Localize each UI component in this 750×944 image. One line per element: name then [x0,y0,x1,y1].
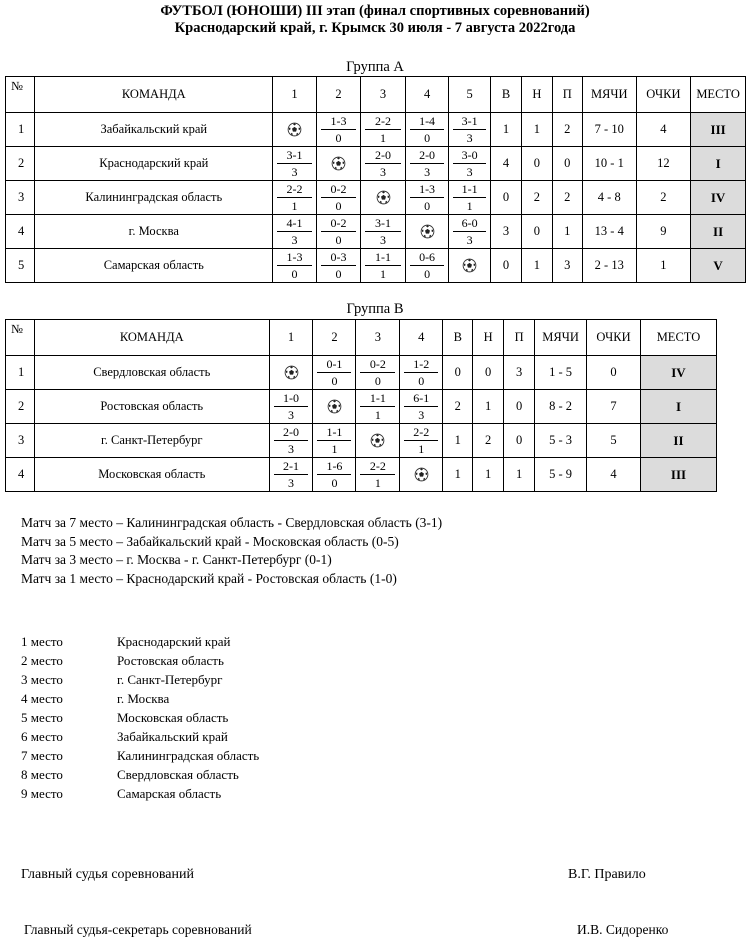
match-cell [405,249,449,283]
match-score: 3-1 [453,113,486,130]
row-number: 3 [6,424,35,458]
standing-row [21,784,259,803]
losses: 0 [504,424,535,458]
place: III [691,113,746,147]
points: 0 [587,356,641,390]
draws: 2 [522,181,552,215]
column-header: 4 [405,77,449,113]
match-cell [400,424,443,458]
chief-judge-label: Главный судья соревнований [21,867,194,882]
table-row [6,181,746,215]
row-number: 1 [6,113,35,147]
losses: 3 [552,249,582,283]
document-subtitle: Краснодарский край, г. Крымск 30 июля - 7 августа 2022года [174,20,576,36]
column-header: Н [473,320,504,356]
match-cell [356,458,400,492]
match-cell [273,181,317,215]
goals: 10 - 1 [582,147,636,181]
place: II [640,424,716,458]
standing-place: 1 место [21,634,63,649]
match-line: Матч за 7 место – Калининградская область - Свердловская область (3-1) [21,515,443,530]
match-cell [316,215,361,249]
standing-row [21,670,259,689]
column-header: КОМАНДА [35,77,273,113]
match-cell [400,458,443,492]
place: V [691,249,746,283]
match-points: 1 [418,442,425,456]
match-score: 3-1 [277,147,312,164]
wins: 3 [490,215,521,249]
row-number: 3 [6,181,35,215]
column-header: В [443,320,473,356]
team-name: г. Москва [35,215,273,249]
wins: 0 [490,249,521,283]
points: 7 [587,390,641,424]
group-a-header-row [6,77,746,113]
match-cell [273,215,317,249]
draws: 2 [473,424,504,458]
points: 4 [636,113,691,147]
match-points: 0 [335,233,342,247]
match-score: 2-2 [404,424,438,441]
match-score: 1-3 [321,113,357,130]
place: II [691,215,746,249]
column-header: 3 [361,77,406,113]
column-header: 4 [400,320,443,356]
standing-team: Свердловская область [117,767,239,782]
match-points: 0 [335,131,342,145]
row-number: 5 [6,249,35,283]
soccer-ball-icon [414,467,429,482]
table-row [6,249,746,283]
match-score: 1-3 [277,249,312,266]
column-header: № [6,320,35,356]
standing-place: 8 место [21,767,63,782]
match-cell [316,249,361,283]
column-header: 3 [356,320,400,356]
match-points: 0 [291,267,298,281]
match-score: 1-1 [453,181,486,198]
match-points: 3 [466,165,473,179]
row-number: 1 [6,356,35,390]
match-score: 6-0 [453,215,486,232]
match-cell [273,249,317,283]
table-row [6,147,746,181]
match-points: 3 [288,476,294,490]
match-points: 3 [288,442,294,456]
secretary-label: Главный судья-секретарь соревнований [24,922,252,937]
column-header: П [552,77,582,113]
standing-place: 7 место [21,748,63,763]
match-points: 0 [335,267,342,281]
soccer-ball-icon [331,156,346,171]
points: 1 [636,249,691,283]
goals: 7 - 10 [582,113,636,147]
match-cell [405,113,449,147]
match-line: Матч за 1 место – Краснодарский край - Ростовская область (1-0) [21,570,397,586]
standing-row [21,746,259,765]
match-score: 2-2 [277,181,312,198]
soccer-ball-icon [327,399,342,414]
standing-row [21,765,259,784]
place: I [640,390,716,424]
match-cell [313,458,356,492]
standing-team: г. Санкт-Петербург [117,672,223,687]
match-points: 3 [291,165,298,179]
soccer-ball-icon [376,190,391,205]
draws: 1 [473,458,504,492]
losses: 3 [504,356,535,390]
match-cell [356,356,400,390]
match-score: 2-2 [365,113,401,130]
match-points: 3 [380,165,387,179]
secretary-name: И.В. Сидоренко [577,922,669,937]
match-cell [449,147,491,181]
match-points: 1 [374,408,381,422]
match-points: 0 [424,267,431,281]
draws: 0 [522,147,552,181]
row-number: 4 [6,215,35,249]
column-header: 1 [273,77,317,113]
row-number: 2 [6,390,35,424]
match-points: 0 [335,199,342,213]
team-name: Самарская область [35,249,273,283]
match-points: 3 [380,233,387,247]
match-score: 2-1 [274,458,309,475]
soccer-ball-icon [462,258,477,273]
team-name: Забайкальский край [35,113,273,147]
goals: 1 - 5 [535,356,587,390]
match-points: 0 [374,374,381,388]
losses: 2 [552,181,582,215]
points: 5 [587,424,641,458]
match-points: 1 [466,199,473,213]
column-header: ОЧКИ [636,77,691,113]
match-cell [361,147,406,181]
standing-place: 2 место [21,653,63,668]
match-cell [361,113,406,147]
match-points: 3 [424,165,431,179]
match-cell [400,390,443,424]
standing-row [21,651,259,670]
standing-row [21,689,259,708]
match-cell [273,147,317,181]
table-row [6,458,717,492]
standing-place: 9 место [21,786,63,801]
match-points: 3 [291,233,298,247]
match-cell [269,356,313,390]
column-header: В [490,77,521,113]
match-points: 1 [331,442,338,456]
place: I [691,147,746,181]
draws: 0 [473,356,504,390]
losses: 1 [504,458,535,492]
place: III [640,458,716,492]
goals: 2 - 13 [582,249,636,283]
match-cell [449,181,491,215]
table-row [6,424,717,458]
points: 4 [587,458,641,492]
wins: 1 [490,113,521,147]
match-points: 3 [466,131,473,145]
team-name: г. Санкт-Петербург [34,424,269,458]
match-score: 4-1 [277,215,312,232]
wins: 0 [490,181,521,215]
match-cell [449,113,491,147]
match-cell [313,356,356,390]
place: IV [640,356,716,390]
standing-place: 3 место [21,672,63,687]
match-cell [313,424,356,458]
team-name: Свердловская область [34,356,269,390]
points: 9 [636,215,691,249]
column-header: 2 [313,320,356,356]
match-cell [405,181,449,215]
match-points: 1 [380,131,387,145]
draws: 1 [522,113,552,147]
standing-team: Московская область [117,710,229,725]
wins: 0 [443,356,473,390]
match-cell [316,181,361,215]
match-score: 1-0 [274,390,309,407]
match-cell [449,249,491,283]
column-header: Н [522,77,552,113]
draws: 1 [473,390,504,424]
match-line: Матч за 5 место – Забайкальский край - Московская область (0-5) [21,533,399,549]
losses: 0 [552,147,582,181]
standing-row [21,632,259,651]
place: IV [691,181,746,215]
column-header: П [504,320,535,356]
match-points: 3 [466,233,473,247]
match-score: 1-4 [410,113,445,130]
standing-place: 6 место [21,729,63,744]
match-score: 1-1 [365,249,401,266]
column-header: МЕСТО [640,320,716,356]
match-cell [269,458,313,492]
soccer-ball-icon [420,224,435,239]
match-cell [313,390,356,424]
match-cell [361,181,406,215]
match-score: 1-1 [317,424,351,441]
match-score: 0-2 [321,181,357,198]
standing-team: Калининградская область [117,748,260,763]
column-header: 2 [316,77,361,113]
standing-place: 4 место [21,691,63,706]
column-header: МЕСТО [691,77,746,113]
wins: 1 [443,458,473,492]
final-standings [21,632,259,803]
match-cell [361,249,406,283]
group-b-header-row [6,320,717,356]
column-header: КОМАНДА [34,320,269,356]
match-score: 1-3 [410,181,445,198]
table-row [6,390,717,424]
match-cell [273,113,317,147]
match-points: 0 [331,374,338,388]
match-cell [316,113,361,147]
match-cell [400,356,443,390]
team-name: Краснодарский край [35,147,273,181]
column-header: МЯЧИ [535,320,587,356]
match-score: 0-3 [321,249,357,266]
match-score: 0-2 [360,356,395,373]
match-score: 0-2 [321,215,357,232]
match-score: 1-2 [404,356,438,373]
match-line: Матч за 3 место – г. Москва - г. Санкт-Петербург (0-1) [21,552,332,568]
column-header: ОЧКИ [587,320,641,356]
row-number: 4 [6,458,35,492]
match-cell [356,424,400,458]
standing-team: Самарская область [117,786,222,801]
soccer-ball-icon [284,365,299,380]
wins: 2 [443,390,473,424]
standing-team: Забайкальский край [117,729,228,744]
goals: 4 - 8 [582,181,636,215]
losses: 2 [552,113,582,147]
group-b-title: Группа В [346,301,404,317]
group-a-title: Группа А [346,59,404,75]
losses: 0 [504,390,535,424]
placement-matches [21,514,442,588]
chief-judge-name: В.Г. Правило [568,867,646,882]
points: 12 [636,147,691,181]
goals: 5 - 3 [535,424,587,458]
match-points: 0 [418,374,425,388]
column-header: 5 [449,77,491,113]
column-header: 1 [269,320,313,356]
match-cell [356,390,400,424]
standing-team: Ростовская область [117,653,224,668]
match-score: 1-1 [360,390,395,407]
match-points: 1 [291,199,298,213]
match-score: 0-1 [317,356,351,373]
match-score: 2-2 [360,458,395,475]
team-name: Ростовская область [34,390,269,424]
wins: 4 [490,147,521,181]
wins: 1 [443,424,473,458]
points: 2 [636,181,691,215]
group-b-table [5,319,717,492]
column-header: МЯЧИ [582,77,636,113]
table-row [6,356,717,390]
team-name: Московская область [34,458,269,492]
row-number: 2 [6,147,35,181]
match-score: 3-0 [453,147,486,164]
match-points: 1 [374,476,381,490]
losses: 1 [552,215,582,249]
match-cell [449,215,491,249]
match-score: 1-6 [317,458,351,475]
soccer-ball-icon [370,433,385,448]
goals: 13 - 4 [582,215,636,249]
match-cell [316,147,361,181]
goals: 8 - 2 [535,390,587,424]
soccer-ball-icon [287,122,302,137]
team-name: Калининградская область [35,181,273,215]
match-points: 0 [424,131,431,145]
standing-team: Краснодарский край [117,634,231,649]
match-score: 3-1 [365,215,401,232]
match-cell [269,390,313,424]
match-score: 6-1 [404,390,438,407]
match-score: 2-0 [365,147,401,164]
standing-row [21,727,259,746]
standing-place: 5 место [21,710,63,725]
match-points: 0 [424,199,431,213]
match-cell [405,215,449,249]
match-points: 0 [331,476,338,490]
match-score: 2-0 [274,424,309,441]
match-cell [269,424,313,458]
table-row [6,215,746,249]
match-points: 1 [380,267,387,281]
standing-row [21,708,259,727]
match-points: 3 [288,408,294,422]
standing-team: г. Москва [117,691,170,706]
draws: 0 [522,215,552,249]
table-row [6,113,746,147]
draws: 1 [522,249,552,283]
match-score: 0-6 [410,249,445,266]
match-cell [361,215,406,249]
match-score: 2-0 [410,147,445,164]
match-cell [405,147,449,181]
document-title: ФУТБОЛ (ЮНОШИ) III этап (финал спортивных соревнований) [160,3,590,19]
group-a-table [5,76,746,283]
goals: 5 - 9 [535,458,587,492]
match-points: 3 [418,408,425,422]
column-header: № [6,77,35,113]
